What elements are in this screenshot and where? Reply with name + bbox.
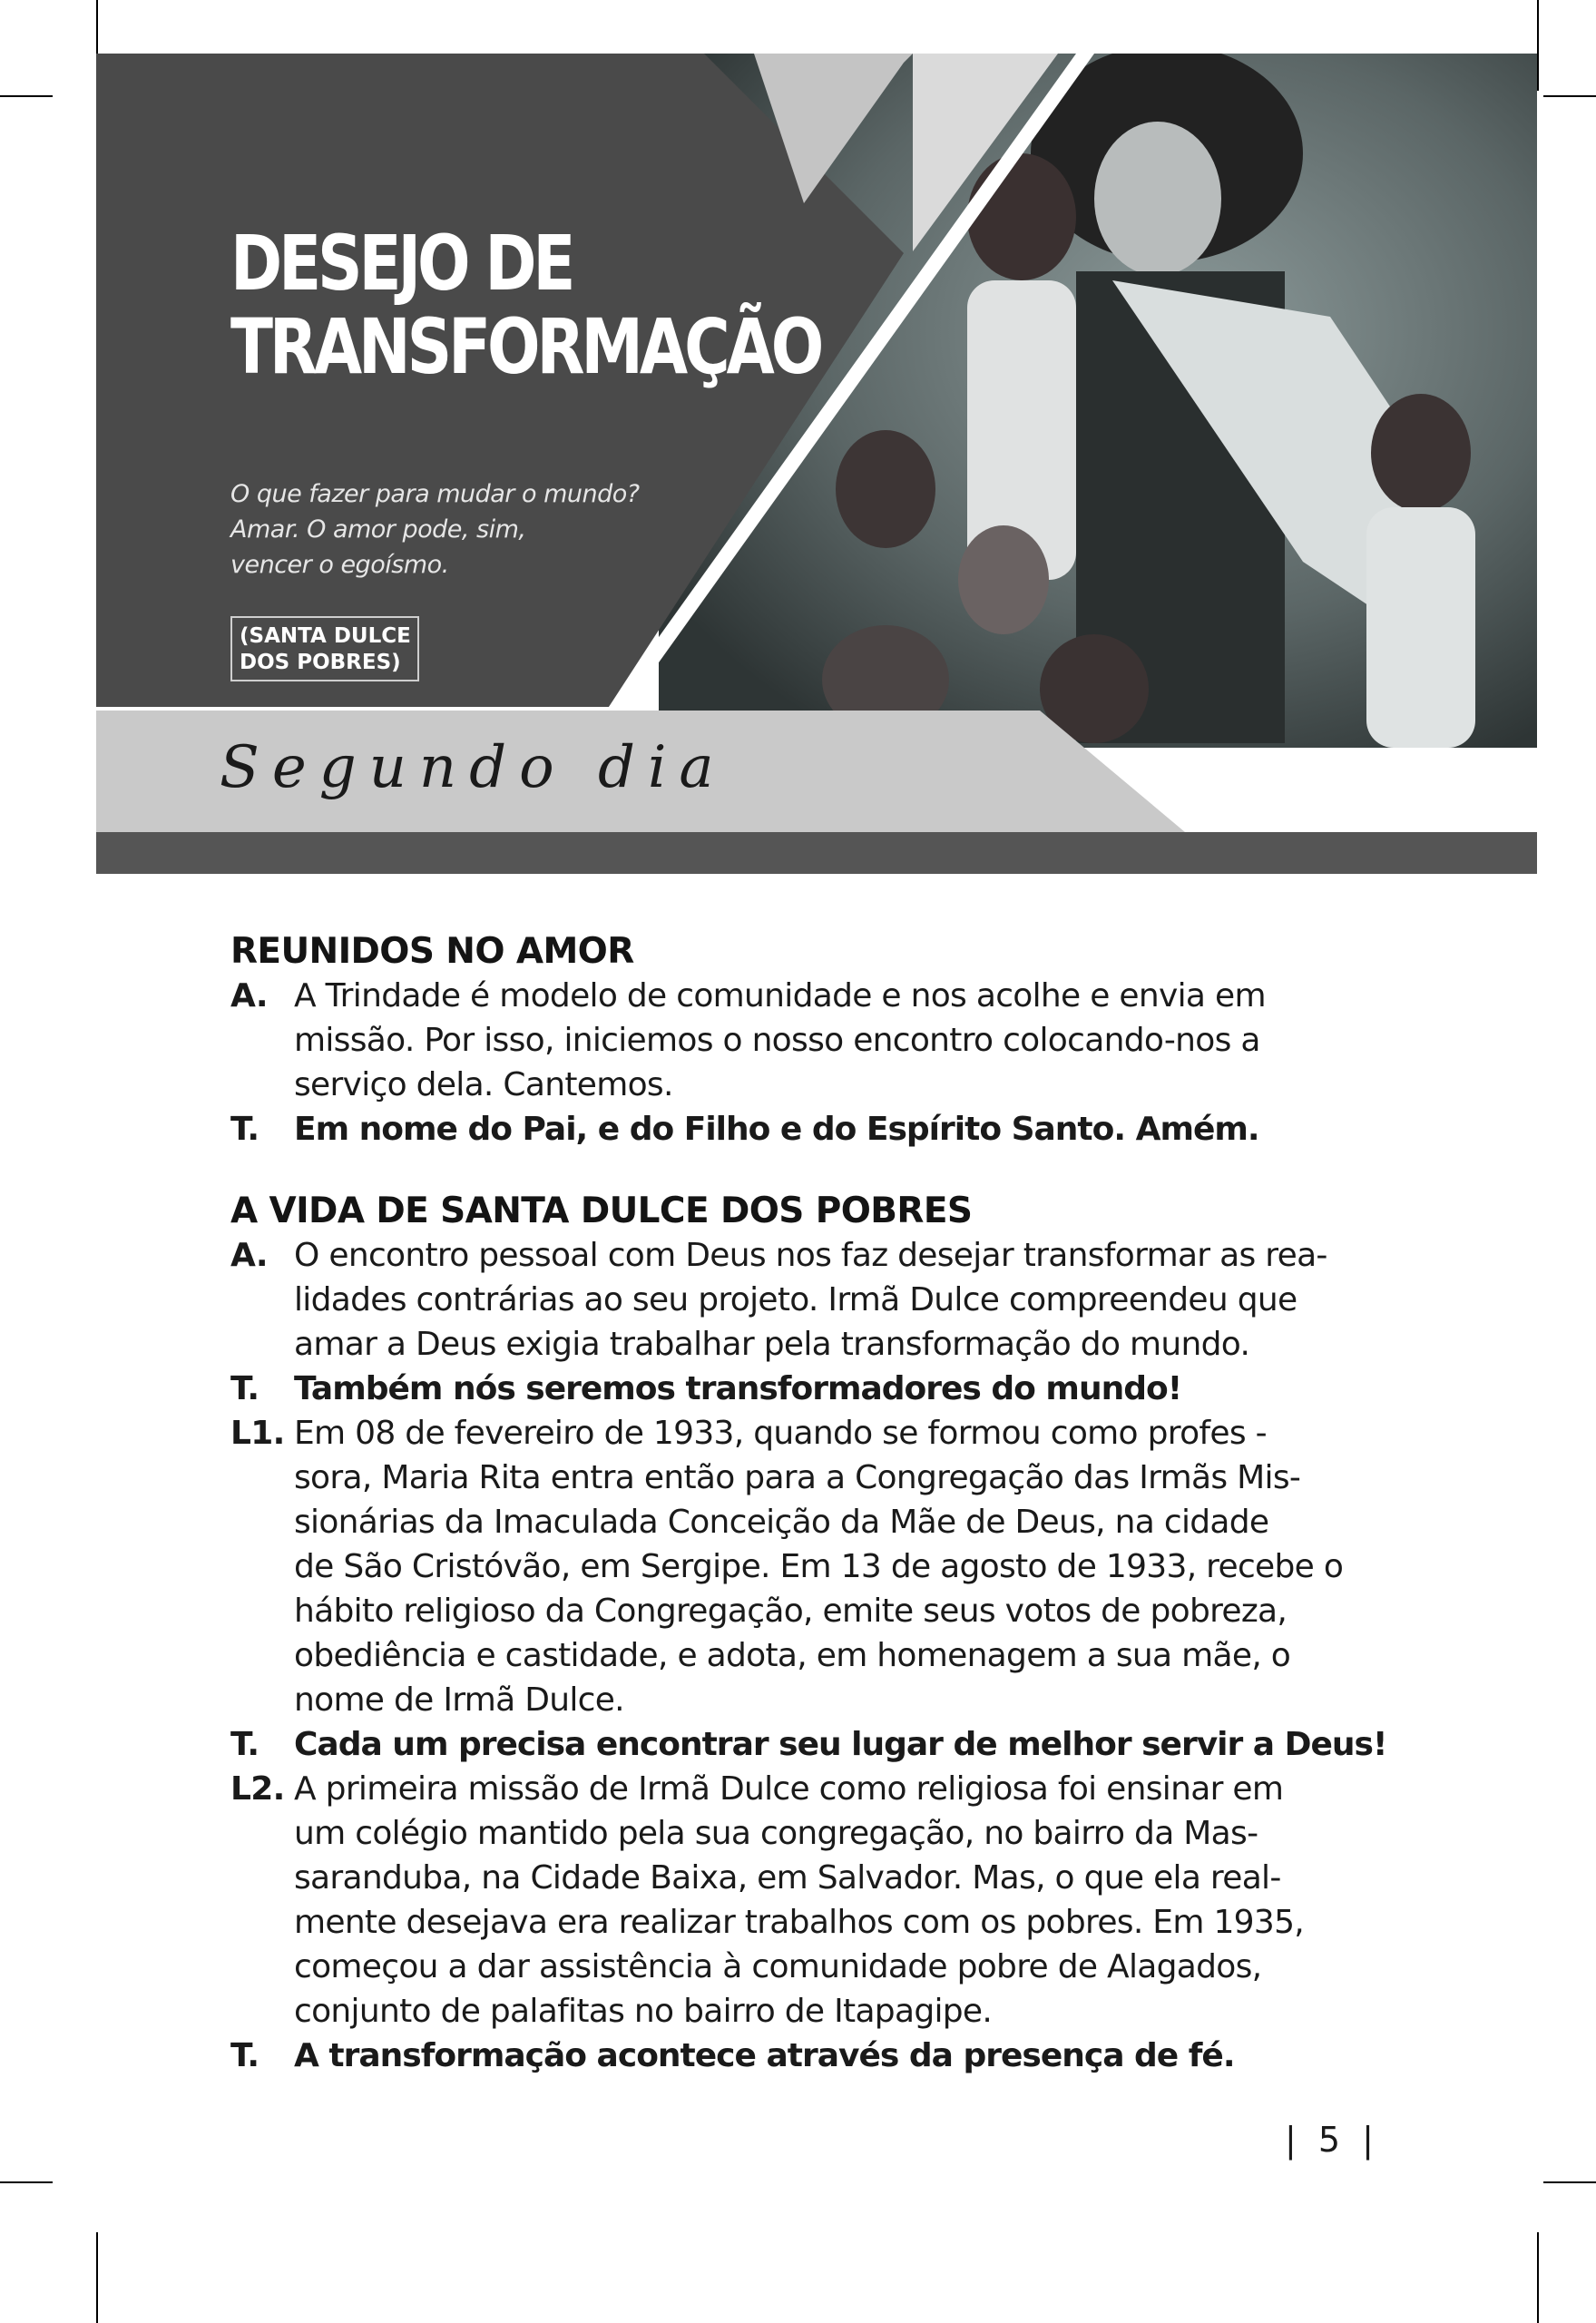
text-line: obediência e castidade, e adota, em homenagem a sua mãe, o: [294, 1637, 1291, 1674]
response-entry: [230, 1107, 1374, 1152]
quote-line: O que fazer para mudar o mundo?: [230, 480, 640, 508]
page-title: [230, 219, 821, 391]
text-line: mente desejava era realizar trabalhos com os pobres. Em 1935,: [294, 1904, 1305, 1941]
attribution-line: DOS POBRES): [240, 651, 401, 674]
text-line: sionárias da Imaculada Conceição da Mãe de Deus, na cidade: [294, 1504, 1269, 1541]
entry-text: [294, 1411, 1374, 1722]
crop-mark: [1537, 0, 1539, 91]
attribution-line: (SANTA DULCE: [240, 624, 411, 648]
text-line: amar a Deus exigia trabalhar pela transformação do mundo.: [294, 1326, 1250, 1363]
crop-mark: [1537, 2232, 1539, 2323]
text-line: serviço dela. Cantemos.: [294, 1066, 673, 1103]
text-line: A transformação acontece através da presença de fé.: [294, 2037, 1235, 2074]
response-entry: [230, 1722, 1387, 1767]
crop-mark: [0, 2181, 53, 2183]
reading-entry: [230, 974, 1374, 1107]
day-label: Segundo dia: [220, 734, 727, 801]
text-line: A primeira missão de Irmã Dulce como religiosa foi ensinar em: [294, 1770, 1284, 1808]
text-line: hábito religioso da Congregação, emite seus votos de pobreza,: [294, 1593, 1288, 1630]
response-entry: [230, 1367, 1374, 1411]
text-line: O encontro pessoal com Deus nos faz desejar transformar as rea-: [294, 1237, 1327, 1274]
text-line: conjunto de palafitas no bairro de Itapagipe.: [294, 1993, 993, 2030]
entry-text: [294, 1767, 1374, 2034]
entry-text: [294, 1722, 1387, 1767]
text-line: de São Cristóvão, em Sergipe. Em 13 de agosto de 1933, recebe o: [294, 1548, 1344, 1585]
header-banner: [96, 54, 1537, 874]
text-line: Cada um precisa encontrar seu lugar de melhor servir a Deus!: [294, 1726, 1387, 1763]
text-line: Em 08 de fevereiro de 1933, quando se formou como profes -: [294, 1415, 1267, 1452]
title-line: DESEJO DE: [230, 219, 573, 308]
crop-mark: [0, 95, 53, 97]
speaker-mark: T.: [230, 2037, 259, 2074]
epigraph-quote: [230, 476, 739, 583]
text-line: Também nós seremos transformadores do mundo!: [294, 1370, 1182, 1407]
entry-text: [294, 2034, 1374, 2078]
text-line: um colégio mantido pela sua congregação, no bairro da Mas-: [294, 1815, 1258, 1852]
text-line: Em nome do Pai, e do Filho e do Espírito Santo. Amém.: [294, 1111, 1259, 1148]
section-spacer: [230, 1152, 1374, 1190]
crop-mark: [1543, 95, 1596, 97]
speaker-mark: T.: [230, 1111, 259, 1148]
speaker-mark: L1.: [230, 1415, 285, 1452]
entry-text: [294, 1233, 1374, 1367]
text-line: lidades contrárias ao seu projeto. Irmã Dulce compreendeu que: [294, 1281, 1297, 1318]
quote-line: vencer o egoísmo.: [230, 551, 449, 579]
speaker-mark: A.: [230, 1237, 268, 1274]
quote-line: Amar. O amor pode, sim,: [230, 515, 526, 544]
entry-text: [294, 1107, 1374, 1152]
speaker-mark: T.: [230, 1370, 259, 1407]
reading-entry: [230, 1233, 1374, 1367]
speaker-mark: T.: [230, 1726, 259, 1763]
title-line: TRANSFORMAÇÃO: [230, 302, 821, 391]
content-body: [230, 930, 1387, 2078]
crop-mark: [1543, 2181, 1596, 2183]
text-line: A Trindade é modelo de comunidade e nos acolhe e envia em: [294, 977, 1266, 1014]
page-number: | 5 |: [1285, 2120, 1379, 2160]
speaker-mark: A.: [230, 977, 268, 1014]
speaker-mark: L2.: [230, 1770, 285, 1808]
text-line: começou a dar assistência à comunidade pobre de Alagados,: [294, 1948, 1262, 1985]
text-line: saranduba, na Cidade Baixa, em Salvador. Mas, o que ela real-: [294, 1859, 1281, 1897]
crop-mark: [96, 2232, 98, 2323]
quote-attribution: [230, 616, 419, 681]
text-line: nome de Irmã Dulce.: [294, 1681, 624, 1719]
response-entry: [230, 2034, 1374, 2078]
text-line: sora, Maria Rita entra então para a Congregação das Irmãs Mis-: [294, 1459, 1301, 1496]
text-line: missão. Por isso, iniciemos o nosso encontro colocando-nos a: [294, 1022, 1260, 1059]
section-title: A VIDA DE SANTA DULCE DOS POBRES: [230, 1191, 973, 1231]
reading-entry: [230, 1767, 1374, 2034]
entry-text: [294, 1367, 1374, 1411]
reading-entry: [230, 1411, 1374, 1722]
entry-text: [294, 974, 1374, 1107]
section-title: REUNIDOS NO AMOR: [230, 931, 634, 972]
